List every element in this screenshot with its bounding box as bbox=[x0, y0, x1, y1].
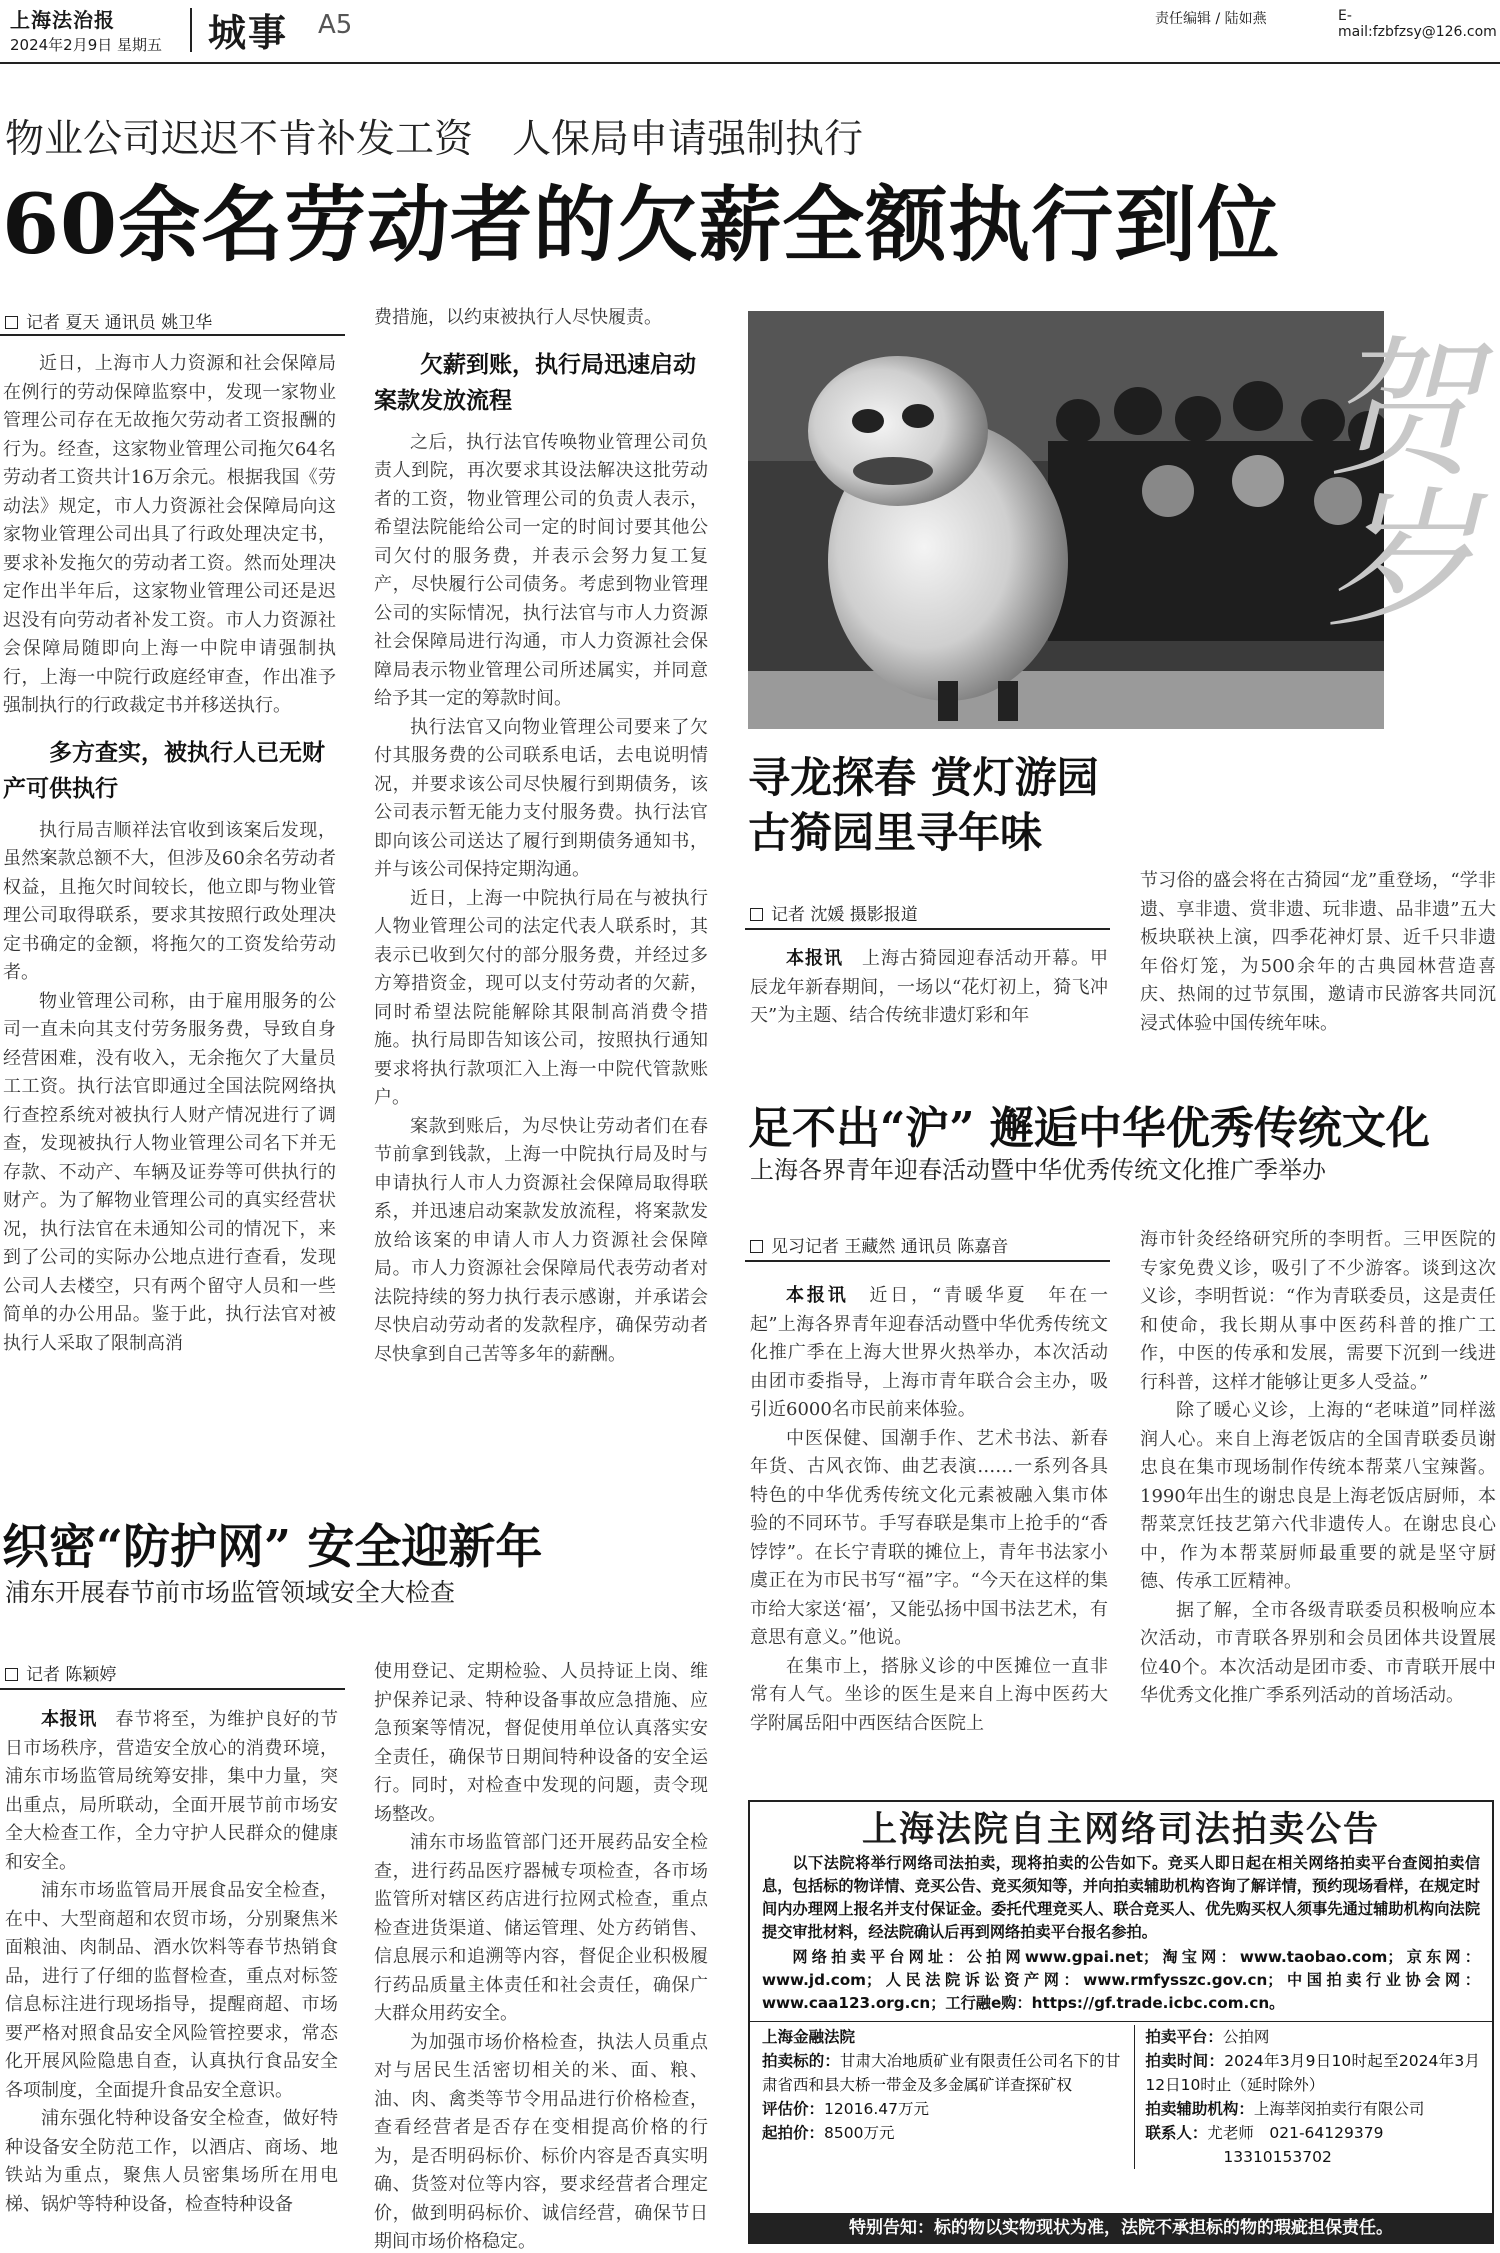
art3-para: 本报讯 近日，“青暖华夏 年在一起”上海各界青年迎春活动暨中华优秀传统文化推广季在上海大世界火热举办，本次活动由团市委指导，上海市青年联合会主办，吸引近6000名市民前来体验。 bbox=[750, 1285, 1109, 1420]
art1-col2 bbox=[374, 304, 708, 1369]
auction-phone2: 13310153702 bbox=[1223, 2148, 1332, 2166]
art1-title: 60余名劳动者的欠薪全额执行到位 bbox=[2, 177, 1281, 273]
section-name: 城事 bbox=[208, 11, 289, 55]
auction-item-left bbox=[762, 2025, 1135, 2169]
art1-subhead-2: 欠薪到账，执行局迅速启动案款发放流程 bbox=[374, 351, 696, 414]
auction-start: 起拍价：8500万元 bbox=[762, 2124, 895, 2142]
art2-col1 bbox=[750, 945, 1108, 1031]
art1-para: 案款到账后，为尽快让劳动者们在春节前拿到钱款，上海一中院执行局及时与申请执行人市人力资源社会保障局取得联系，并迅速启动案款发放流程，将案款发放给该案的申请人市人力资源社会保障局。市人力资源社会保障局代表劳动者对法院持续的努力执行表示感谢，并承诺会尽快启动劳动者的发款程序，确保劳动者尽快拿到自己苦等多年的薪酬。 bbox=[374, 1115, 708, 1365]
art1-byline-rule bbox=[0, 334, 345, 336]
art4-para: 本报讯 春节将至，为维护良好的节日市场秩序，营造安全放心的消费环境，浦东市场监管局统筹安排，集中力量，突出重点，局所联动，全面开展节前市场安全大检查工作，全力守护人民群众的健康和安全。 bbox=[5, 1709, 339, 1873]
art4-col1 bbox=[5, 1706, 338, 2219]
auction-special-notice: 特别告知：标的物以实物现状为准，法院不承担标的物的瑕疵担保责任。 bbox=[748, 2213, 1494, 2244]
byline-box-icon bbox=[750, 908, 763, 921]
art1-deck: 物业公司迟迟不肯补发工资 人保局申请强制执行 bbox=[5, 117, 864, 162]
art2-para: 本报讯 上海古猗园迎春活动开幕。甲辰龙年新春期间，一场以“花灯初上，猗飞冲天”为主题、结合传统非遗灯彩和年 bbox=[750, 948, 1108, 1026]
art3-para: 海市针灸经络研究所的李明哲。三甲医院的专家免费义诊，吸引了不少游客。谈到这次义诊，李明哲说：“作为青联委员，这是责任和使命，我长期从事中医药科普的推广工作，中医的传承和发展，需要下沉到一线进行科普，这样才能够让更多人受益。” bbox=[1140, 1229, 1496, 1393]
art1-para: 费措施，以约束被执行人尽快履责。 bbox=[374, 307, 662, 328]
auction-eval: 评估价：12016.47万元 bbox=[762, 2100, 929, 2118]
art1-para: 执行局吉顺祥法官收到该案后发现，虽然案款总额不大，但涉及60余名劳动者权益，且拖欠时间较长，他立即与物业管理公司取得联系，要求其按照行政处理决定书确定的金额，将拖欠的工资发给劳动者。 bbox=[3, 819, 336, 983]
masthead bbox=[0, 0, 1500, 60]
art3-para: 据了解，全市各级青联委员积极响应本次活动，市青联各界别和会员团体共设置展位40个。本次活动是团市委、市青联开展中华优秀文化推广季系列活动的首场活动。 bbox=[1140, 1599, 1496, 1706]
art1-subhead-1: 多方查实，被执行人已无财产可供执行 bbox=[3, 739, 325, 802]
auction-court: 上海金融法院 bbox=[762, 2028, 856, 2046]
art3-deck: 上海各界青年迎春活动暨中华优秀传统文化推广季举办 bbox=[750, 1156, 1326, 1184]
masthead-rule bbox=[0, 62, 1500, 64]
byline-box-icon bbox=[5, 316, 18, 329]
auction-contact: 联系人：尤老师 021-64129379 bbox=[1145, 2124, 1384, 2142]
art4-byline: 记者 陈颖婷 bbox=[5, 1660, 116, 1685]
lion-dance-photo bbox=[748, 311, 1384, 729]
art4-para: 浦东强化特种设备安全检查，做好特种设备安全防范工作，以酒店、商场、地铁站为重点，聚焦人员密集场所在用电梯、锅炉等特种设备，检查特种设备 bbox=[5, 2108, 338, 2215]
art3-col1 bbox=[750, 1282, 1108, 1738]
auction-agency: 拍卖辅助机构：上海莘闵拍卖行有限公司 bbox=[1145, 2100, 1425, 2118]
art1-para: 之后，执行法官传唤物业管理公司负责人到院，再次要求其设法解决这批劳动者的工资，物业管理公司的负责人表示，希望法院能给公司一定的时间讨要其他公司欠付的服务费，并表示会努力复工复产，尽快履行公司债务。考虑到物业管理公司的实际情况，执行法官与市人力资源社会保障局进行沟通，市人力资源社会保障局表示物业管理公司所述属实，并同意给予其一定的筹款时间。 bbox=[374, 431, 708, 709]
art4-para: 浦东市场监管局开展食品安全检查，在中、大型商超和农贸市场，分别聚焦米面粮油、肉制品、酒水饮料等春节热销食品，进行了仔细的监督检查，重点对标签信息标注进行现场指导，提醒商超、市场要严格对照食品安全风险管控要求，常态化开展风险隐患自查，认真执行食品安全各项制度，全面提升食品安全意识。 bbox=[5, 1880, 338, 2101]
auction-notice-box bbox=[748, 1800, 1494, 2244]
byline-box-icon bbox=[750, 1240, 763, 1253]
art3-byline-rule bbox=[745, 1260, 1110, 1262]
lion-dance-illustration bbox=[748, 311, 1384, 729]
art3-title: 足不出“沪” 邂逅中华优秀传统文化 bbox=[748, 1103, 1430, 1154]
art3-col2 bbox=[1140, 1226, 1496, 1711]
editor-email: E-mail:fzbfzsy@126.com bbox=[1338, 8, 1497, 40]
auction-intro: 以下法院将举行网络司法拍卖，现将拍卖的公告如下。竞买人即日起在相关网络拍卖平台查阅拍卖信息，包括标的物详情、竞买公告、竞买须知等，并向拍卖辅助机构咨询了解详情，预约现场看样，在规定时间内办理网上报名并支付保证金。委托代理竞买人、联合竞买人、优先购买权人须事先通过辅助机构向法院提交审批材料，经法院确认后再到网络拍卖平台报名参拍。 bbox=[762, 1854, 1480, 1941]
editor-credit: 责任编辑 / 陆如燕 bbox=[1155, 11, 1267, 27]
auction-title: 上海法院自主网络司法拍卖公告 bbox=[861, 1810, 1380, 1850]
art2-byline-rule bbox=[745, 928, 1110, 930]
art2-byline: 记者 沈媛 摄影报道 bbox=[750, 900, 918, 925]
auction-platform: 拍卖平台：公拍网 bbox=[1145, 2028, 1270, 2046]
art4-byline-rule bbox=[0, 1688, 345, 1690]
art3-byline: 见习记者 王藏然 通讯员 陈嘉音 bbox=[750, 1232, 1008, 1257]
art4-para: 使用登记、定期检验、人员持证上岗、维护保养记录、特种设备事故应急措施、应急预案等情况，督促使用单位认真落实安全责任，确保节日期间特种设备的安全运行。同时，对检查中发现的问题，责令现场整改。 bbox=[374, 1661, 708, 1825]
art1-col1 bbox=[3, 350, 336, 1358]
auction-item bbox=[750, 2021, 1492, 2169]
art2-col2 bbox=[1140, 867, 1496, 1038]
he-sui-deco-text: 贺岁 bbox=[1300, 330, 1474, 630]
byline-box-icon bbox=[5, 1668, 18, 1681]
art3-para: 中医保健、国潮手作、艺术书法、新春年货、古风衣饰、曲艺表演……一系列各具特色的中华优秀传统文化元素被融入集市体验的不同环节。手写春联是集市上抢手的“香饽饽”。在长宁青联的摊位上，青年书法家小虞正在为市民书写“福”字。“今天在这样的集市给大家送‘福’，又能弘扬中国书法艺术，有意思有意义。”他说。 bbox=[750, 1427, 1108, 1648]
issue-date: 2024年2月9日 星期五 bbox=[10, 36, 163, 54]
auction-item-right bbox=[1135, 2025, 1480, 2169]
art1-para: 物业管理公司称，由于雇用服务的公司一直未向其支付劳务服务费，导致自身经营困难，没有收入，无余拖欠了大量员工工资。执行法官即通过全国法院网络执行查控系统对被执行人财产情况进行了调查，发现被执行人物业管理公司名下并无存款、不动产、车辆及证券等可供执行的财产。为了解物业管理公司的真实经营状况，执行法官在未通知公司的情况下，来到了公司的实际办公地点进行查看，发现公司人去楼空，只有两个留守人员和一些简单的办公用品。鉴于此，执行法官对被执行人采取了限制高消 bbox=[3, 990, 336, 1354]
page-number: A5 bbox=[318, 10, 353, 40]
art4-para: 浦东市场监管部门还开展药品安全检查，进行药品医疗器械专项检查，各市场监管所对辖区药店进行拉网式检查，重点检查进货渠道、储运管理、处方药销售、信息展示和追溯等内容，督促企业积极履行药品质量主体责任和社会责任，确保广大群众用药安全。 bbox=[374, 1832, 708, 2024]
auction-object: 拍卖标的：甘肃大冶地质矿业有限责任公司名下的甘肃省西和县大桥一带金及多金属矿详查探矿权 bbox=[762, 2052, 1121, 2094]
art3-para: 在集市上，搭脉义诊的中医摊位一直非常有人气。坐诊的医生是来自上海中医药大学附属岳阳中西医结合医院上 bbox=[750, 1655, 1108, 1734]
art2-para: 节习俗的盛会将在古猗园“龙”重登场，“学非遗、享非遗、赏非遗、玩非遗、品非遗”五大板块联袂上演，四季花神灯景、近千只非遗年俗灯笼，为500余年的古典园林营造喜庆、热闹的过节氛围，邀请市民游客共同沉浸式体验中国传统年味。 bbox=[1140, 870, 1496, 1034]
art1-para: 执行法官又向物业管理公司要来了欠付其服务费的公司联系电话，去电说明情况，并要求该公司尽快履行到期债务，该公司表示暂无能力支付服务费。执行法官即向该公司送达了履行到期债务通知书，并与该公司保持定期沟通。 bbox=[374, 716, 708, 880]
art2-title-line2: 古猗园里寻年味 bbox=[748, 808, 1043, 857]
auction-time: 拍卖时间：2024年3月9日10时起至2024年3月12日10时止（延时除外） bbox=[1145, 2052, 1480, 2094]
art3-para: 除了暖心义诊，上海的“老味道”同样滋润人心。来自上海老饭店的全国青联委员谢忠良在集市现场制作传统本帮菜八宝辣酱。1990年出生的谢忠良是上海老饭店厨师，本帮菜烹饪技艺第六代非遗传人。在谢忠良心中，作为本帮菜厨师最重要的就是坚守厨德、传承工匠精神。 bbox=[1140, 1400, 1496, 1592]
art4-title: 织密“防护网” 安全迎新年 bbox=[2, 1520, 543, 1575]
art4-para: 为加强市场价格检查，执法人员重点对与居民生活密切相关的米、面、粮、油、肉、禽类等节令用品进行价格检查，查看经营者是否存在变相提高价格的行为，是否明码标价、标价内容是否真实明确、货签对位等内容，要求经营者合理定价，做到明码标价、诚信经营，确保节日期间市场价格稳定。 bbox=[374, 2031, 708, 2252]
masthead-divider bbox=[190, 8, 192, 52]
art4-deck: 浦东开展春节前市场监管领域安全大检查 bbox=[5, 1578, 456, 1607]
auction-platforms: 网络拍卖平台网址：公拍网www.gpai.net；淘宝网：www.taobao.com；京东网：www.jd.com；人民法院诉讼资产网：www.rmfysszc.gov.cn；中国拍卖行业协会网：www.caa123.org.cn；工行融e购：https://gf.trade.icbc.com.cn。 bbox=[762, 1948, 1480, 2012]
paper-logo: 上海法治报 bbox=[10, 8, 115, 32]
art4-col2 bbox=[374, 1658, 708, 2253]
art1-byline: 记者 夏天 通讯员 姚卫华 bbox=[5, 308, 212, 333]
art1-para: 近日，上海市人力资源和社会保障局在例行的劳动保障监察中，发现一家物业管理公司存在无故拖欠劳动者工资报酬的行为。经查，这家物业管理公司拖欠64名劳动者工资共计16万余元。根据我国《劳动法》规定，市人力资源社会保障局向这家物业管理公司出具了行政处理决定书，要求补发拖欠的劳动者工资。然而处理决定作出半年后，这家物业管理公司还是迟迟没有向劳动者补发工资。市人力资源社会保障局随即向上海一中院申请强制执行，上海一中院行政庭经审查，作出准予强制执行的行政裁定书并移送执行。 bbox=[3, 353, 336, 716]
art2-title-line1: 寻龙探春 赏灯游园 bbox=[748, 753, 1099, 802]
art1-para: 近日，上海一中院执行局在与被执行人物业管理公司的法定代表人联系时，其表示已收到欠付的部分服务费，并经过多方筹措资金，现可以支付劳动者的欠薪，同时希望法院能解除其限制高消费令措施。执行局即告知该公司，按照执行通知要求将执行款项汇入上海一中院代管款账户。 bbox=[374, 887, 708, 1108]
